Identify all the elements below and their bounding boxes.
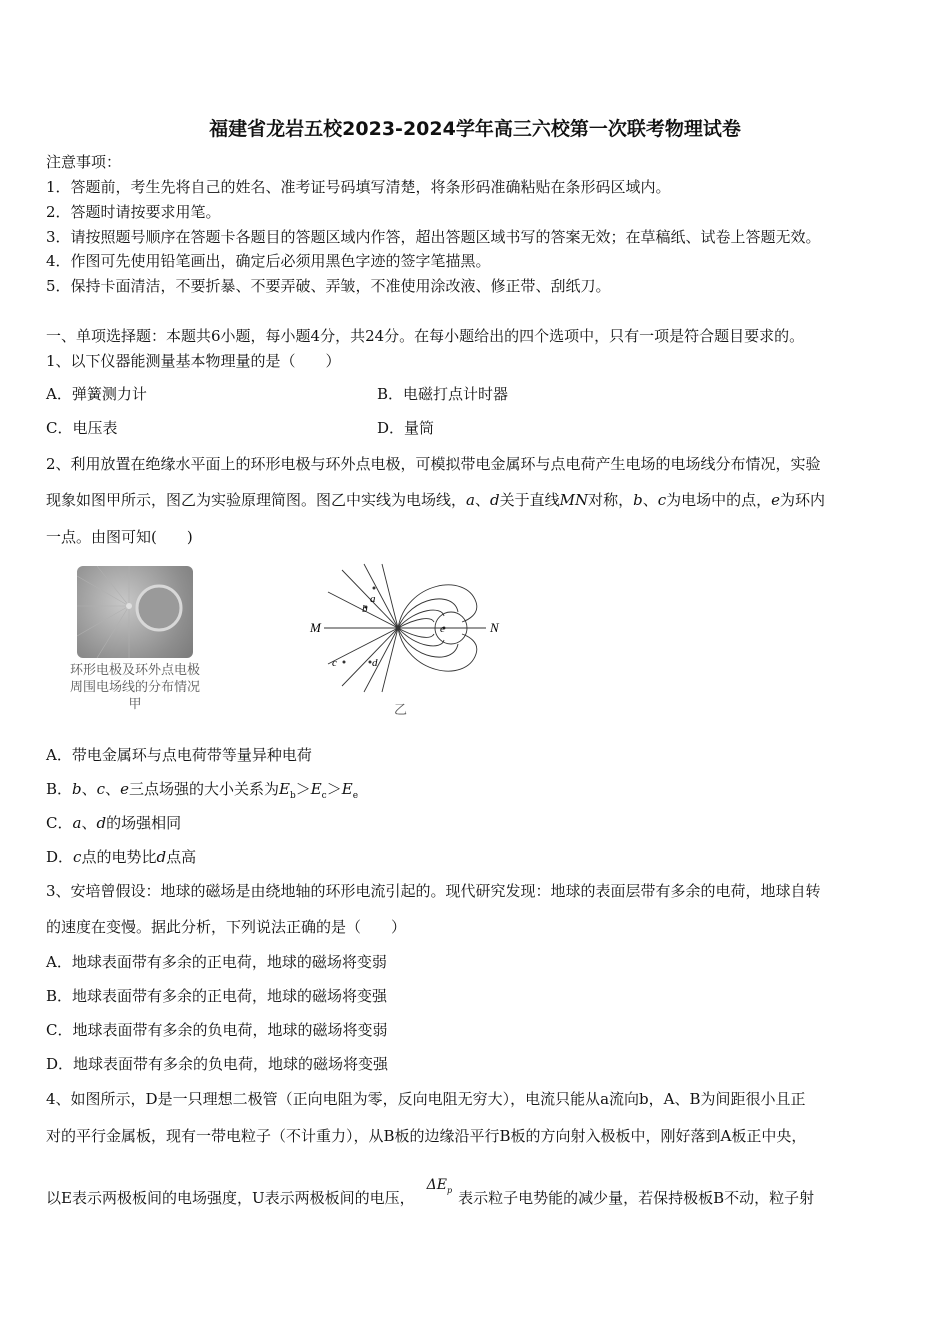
notice-item-1: 1．答题前，考生先将自己的姓名、准考证号码填写清楚，将条形码准确粘贴在条形码区域内。 <box>46 178 671 196</box>
q2-b-text: 、 <box>81 780 97 798</box>
figure-jia-drawing <box>77 566 193 658</box>
q2-b-var: E <box>278 780 290 798</box>
q2-d-text: 点高 <box>166 848 197 866</box>
q2-d-var: c <box>73 848 82 866</box>
notice-item-5: 5．保持卡面清洁，不要折暴、不要弄破、弄皱，不准使用涂改液、修正带、刮纸刀。 <box>46 277 611 295</box>
q2-text: 现象如图甲所示，图乙为实验原理简图。图乙中实线为电场线， <box>46 491 467 509</box>
q4-sub: p <box>446 1185 453 1195</box>
q2-var: d <box>489 491 500 509</box>
q2-b-text: ＞ <box>295 780 311 798</box>
q2-c-text: 、 <box>81 814 97 832</box>
q2-line-3: 一点。由图可知( ) <box>46 528 193 546</box>
figure-label-a: a <box>370 593 376 605</box>
q2-text: 为环内 <box>780 491 826 509</box>
q2-line-1: 2、利用放置在绝缘水平面上的环形电极与环外点电极，可模拟带电金属环与点电荷产生电场的电场线分布情况，实验 <box>46 455 821 473</box>
q2-option-c <box>46 813 181 833</box>
q2-b-text: B． <box>46 780 73 798</box>
q1-option-d: D．量筒 <box>377 419 435 437</box>
notice-heading: 注意事项： <box>46 153 122 171</box>
figure-jia-photo <box>77 566 193 658</box>
q2-line-2 <box>46 490 825 510</box>
q4-line-1: 4、如图所示，D是一只理想二极管（正向电阻为零，反向电阻无穷大），电流只能从a流向b，A、B为间距很小且正 <box>46 1090 806 1108</box>
figure-label-c: c <box>332 657 337 669</box>
q3-line-2: 的速度在变慢。据此分析，下列说法正确的是（ ） <box>46 918 407 936</box>
q2-c-var: a <box>72 814 82 832</box>
figure-label-n: N <box>490 620 499 635</box>
q2-var: e <box>771 491 781 509</box>
notice-item-4: 4．作图可先使用铅笔画出，确定后必须用黑色字迹的签字笔描黑。 <box>46 252 491 270</box>
q4-delta-ep <box>427 1175 452 1201</box>
q1-stem: 1、以下仪器能测量基本物理量的是（ ） <box>46 352 341 370</box>
q2-b-sub: c <box>321 791 327 801</box>
figure-label-d: d <box>372 657 378 669</box>
figure-label-b: b <box>362 603 368 615</box>
q2-var: a <box>466 491 475 509</box>
q2-d-text: 点的电势比 <box>81 848 157 866</box>
q1-option-c: C．电压表 <box>46 419 118 437</box>
q4-text: 表示粒子电势能的减少量，若保持极板B不动，粒子射 <box>458 1189 815 1207</box>
notice-item-3: 3．请按照题号顺序在答题卡各题目的答题区域内作答，超出答题区域书写的答案无效；在草稿纸、试卷上答题无效。 <box>46 228 821 246</box>
q2-c-var: d <box>96 814 107 832</box>
figure-label-e: e <box>440 623 445 635</box>
figure-yi-caption: 乙 <box>394 703 408 718</box>
q3-option-c: C．地球表面带有多余的负电荷，地球的磁场将变弱 <box>46 1021 388 1039</box>
q2-option-d <box>46 847 196 867</box>
q2-b-var: e <box>120 780 129 798</box>
q3-option-b: B．地球表面带有多余的正电荷，地球的磁场将变强 <box>46 987 388 1005</box>
q3-option-a: A．地球表面带有多余的正电荷，地球的磁场将变弱 <box>46 953 387 971</box>
notice-item-2: 2．答题时请按要求用笔。 <box>46 203 221 221</box>
q2-option-b <box>46 779 358 806</box>
q2-text: 、 <box>474 491 490 509</box>
q2-c-text: 的场强相同 <box>106 814 182 832</box>
figure-yi-diagram <box>306 562 516 722</box>
q3-option-d: D．地球表面带有多余的负电荷，地球的磁场将变强 <box>46 1055 389 1073</box>
q4-text: 以E表示两极板间的电场强度，U表示两极板间的电压， <box>46 1189 415 1207</box>
q2-b-text: 、 <box>105 780 121 798</box>
q2-b-sub: b <box>289 791 296 801</box>
q2-b-text: ＞ <box>326 780 342 798</box>
q3-line-1: 3、安培曾假设：地球的磁场是由绕地轴的环形电流引起的。现代研究发现：地球的表面层带有多余的电荷，地球自转 <box>46 882 821 900</box>
figure-jia-caption-1: 环形电极及环外点电极 <box>69 663 200 678</box>
q2-b-text: 三点场强的大小关系为 <box>128 780 279 798</box>
q2-c-text: C． <box>46 814 73 832</box>
figure-jia-caption-3: 甲 <box>128 697 142 712</box>
q2-var: MN <box>559 491 589 509</box>
q2-var: b <box>633 491 643 509</box>
q2-text: 关于直线 <box>499 491 560 509</box>
section-heading: 一、单项选择题：本题共6小题，每小题4分，共24分。在每小题给出的四个选项中，只有一项是符合题目要求的。 <box>46 327 805 345</box>
q2-d-var: d <box>156 848 167 866</box>
q2-d-text: D． <box>46 848 74 866</box>
q2-text: 对称， <box>588 491 634 509</box>
q2-option-a: A．带电金属环与点电荷带等量异种电荷 <box>46 746 312 764</box>
q4-line-2: 对的平行金属板，现有一带电粒子（不计重力），从B板的边缘沿平行B板的方向射入极板中，刚好落到A板正中央， <box>46 1127 807 1145</box>
figure-label-m: M <box>310 620 321 635</box>
q2-b-var: E <box>310 780 322 798</box>
q2-b-var: b <box>72 780 82 798</box>
q2-b-var: c <box>96 780 106 798</box>
q4-delta: ΔE <box>426 1177 447 1193</box>
figure-jia-caption-2: 周围电场线的分布情况 <box>69 680 200 695</box>
q1-option-a: A．弹簧测力计 <box>46 385 147 403</box>
q1-option-b: B．电磁打点计时器 <box>377 385 509 403</box>
q2-text: 为电场中的点， <box>666 491 772 509</box>
q2-b-sub: e <box>352 791 359 801</box>
page-title: 福建省龙岩五校2023-2024学年高三六校第一次联考物理试卷 <box>209 118 741 140</box>
q2-var: c <box>657 491 667 509</box>
q2-b-var: E <box>341 780 353 798</box>
q2-text: 、 <box>642 491 658 509</box>
